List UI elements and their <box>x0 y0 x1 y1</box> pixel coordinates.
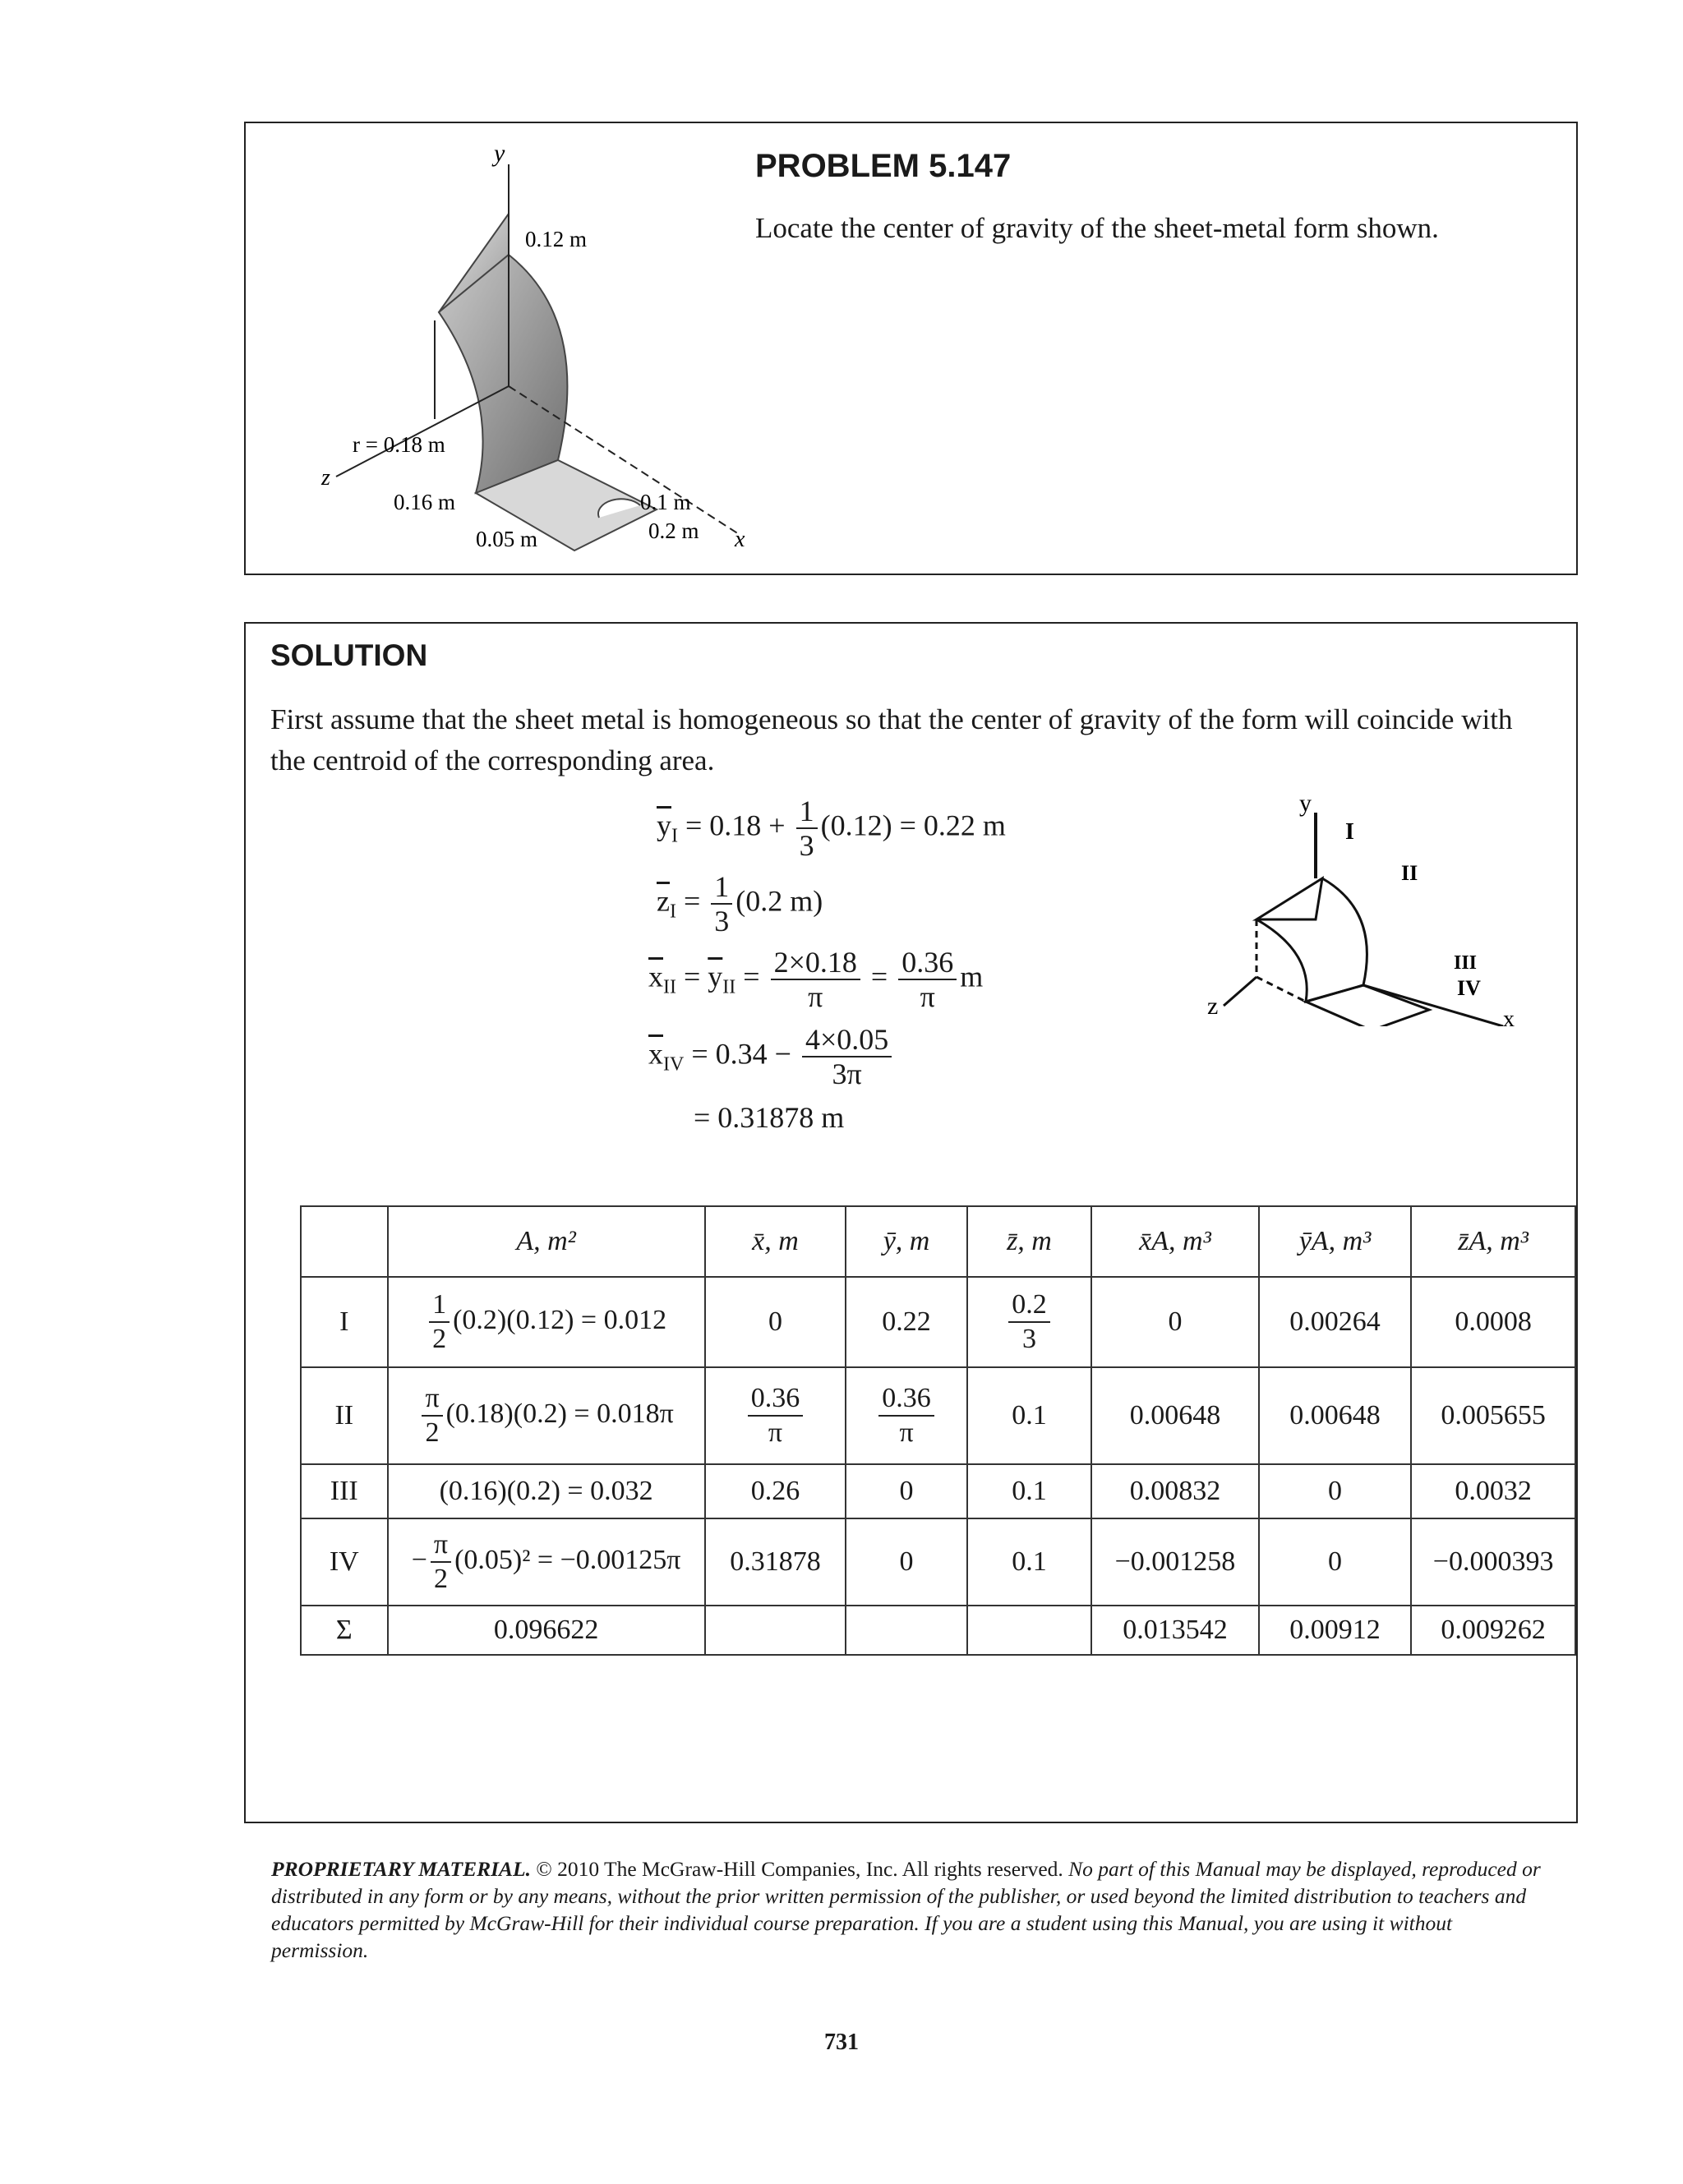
solution-title: SOLUTION <box>270 638 428 672</box>
equation-x4-result: = 0.31878 m <box>694 1101 845 1134</box>
sketch-region-I: I <box>1345 819 1354 845</box>
problem-box <box>244 122 1578 575</box>
z-cell: 0.1 <box>967 1464 1091 1518</box>
table-header: z̄, m <box>967 1206 1091 1277</box>
y-cell <box>846 1606 967 1655</box>
table-header: A, m² <box>388 1206 705 1277</box>
dim-02-label: 0.2 m <box>648 518 699 543</box>
dim-016-label: 0.16 m <box>394 490 456 514</box>
table-header-row <box>301 1206 1575 1277</box>
equation-x4: $\overline{x}_{IV} = 0.34$ − $\frac{4\times 0.05}{3\pi}$ <box>648 1023 895 1090</box>
table-row <box>301 1367 1575 1464</box>
table-header <box>301 1206 388 1277</box>
sketch-region-IV: IV <box>1457 976 1481 1000</box>
row-label: Σ <box>301 1606 388 1655</box>
equation-y1: $\overline{y}_I = 0.18$ + $\frac{1}{3}$ (0.12) = 0.22 m <box>657 795 1006 862</box>
zA-cell: 0.0032 <box>1411 1464 1575 1518</box>
x-cell <box>705 1606 846 1655</box>
sheet-metal-figure <box>279 131 805 567</box>
region-sketch <box>1191 788 1528 1026</box>
xA-cell: 0.00832 <box>1091 1464 1259 1518</box>
xA-cell: 0.00648 <box>1091 1367 1259 1464</box>
yA-cell: 0.00264 <box>1259 1277 1411 1367</box>
sketch-y-label: y <box>1299 790 1312 817</box>
area-cell: 0.096622 <box>388 1606 705 1655</box>
solution-box <box>244 622 1578 1823</box>
copyright-notice <box>271 1855 1553 1964</box>
zA-cell: 0.0008 <box>1411 1277 1575 1367</box>
table-sum-row <box>301 1606 1575 1655</box>
sketch-region-III: III <box>1454 952 1478 974</box>
z-cell: 0.1 <box>967 1367 1091 1464</box>
z-axis-label: z <box>321 465 330 491</box>
row-label: IV <box>301 1518 388 1606</box>
xA-cell: 0 <box>1091 1277 1259 1367</box>
table-header: z̄A, m³ <box>1411 1206 1575 1277</box>
table-row <box>301 1277 1575 1367</box>
x-cell: 0 <box>705 1277 846 1367</box>
proprietary-label: PROPRIETARY MATERIAL. <box>271 1857 531 1881</box>
y-cell: 0 <box>846 1518 967 1606</box>
y-cell: 0 <box>846 1464 967 1518</box>
row-label: I <box>301 1277 388 1367</box>
permission-notice: No part of this Manual may be displayed, reproduced or distributed in any form or by any means, without the prior written permission of the publisher, or used beyond the limited distribution to teachers and educators permitted by McGraw-Hill for their individual course preparation. If you are a student using this Manual, you are using it without permission. <box>271 1857 1541 1962</box>
table-row <box>301 1518 1575 1606</box>
dim-005-label: 0.05 m <box>476 527 538 551</box>
dim-01-label: 0.1 m <box>640 490 691 514</box>
equation-x2-y2: $\overline{x}_{II} = \overline{y}_{II}$ = $\frac{2\times 0.18}{\pi}$ = $\frac{0.36}{\pi}$ m <box>648 946 984 1013</box>
problem-statement: Locate the center of gravity of the sheet-metal form shown. <box>755 212 1439 244</box>
table-header: x̄, m <box>705 1206 846 1277</box>
yA-cell: 0 <box>1259 1464 1411 1518</box>
copyright-text: © 2010 The McGraw-Hill Companies, Inc. All rights reserved. <box>531 1857 1069 1881</box>
area-cell: $\frac{1}{2}$ (0.2)(0.12) = 0.012 <box>388 1277 705 1367</box>
problem-figure <box>279 131 805 571</box>
sketch-z-label: z <box>1207 993 1219 1020</box>
sketch-region-II: II <box>1401 861 1418 885</box>
centroid-table <box>300 1205 1576 1656</box>
problem-title: PROBLEM 5.147 <box>755 148 1012 184</box>
page-number: 731 <box>824 2030 859 2055</box>
x-cell: 0.31878 <box>705 1518 846 1606</box>
xA-cell: −0.001258 <box>1091 1518 1259 1606</box>
z-cell: 0.1 <box>967 1518 1091 1606</box>
y-cell: $\frac{0.36}{\pi}$ <box>846 1367 967 1464</box>
zA-cell: 0.009262 <box>1411 1606 1575 1655</box>
x-cell: $\frac{0.36}{\pi}$ <box>705 1367 846 1464</box>
area-cell: $\frac{\pi}{2}$ (0.18)(0.2) = 0.018π <box>388 1367 705 1464</box>
table-header: ȳ, m <box>846 1206 967 1277</box>
x-axis-label: x <box>735 527 745 552</box>
table-header: x̄A, m³ <box>1091 1206 1259 1277</box>
solution-intro: First assume that the sheet metal is homogeneous so that the center of gravity of the form will coincide with the centroid of the corresponding area. <box>270 703 1513 776</box>
area-cell: (0.16)(0.2) = 0.032 <box>388 1464 705 1518</box>
row-label: II <box>301 1367 388 1464</box>
zA-cell: 0.005655 <box>1411 1367 1575 1464</box>
dim-012-label: 0.12 m <box>525 227 588 251</box>
z-cell <box>967 1606 1091 1655</box>
table-row <box>301 1464 1575 1518</box>
xA-cell: 0.013542 <box>1091 1606 1259 1655</box>
area-cell: − $\frac{\pi}{2}$ (0.05)² = −0.00125π <box>388 1518 705 1606</box>
z-cell: $\frac{0.2}{3}$ <box>967 1277 1091 1367</box>
x-cell: 0.26 <box>705 1464 846 1518</box>
yA-cell: 0.00648 <box>1259 1367 1411 1464</box>
row-label: III <box>301 1464 388 1518</box>
table-header: ȳA, m³ <box>1259 1206 1411 1277</box>
y-axis-label: y <box>494 140 505 167</box>
radius-label: r = 0.18 m <box>353 432 445 457</box>
yA-cell: 0 <box>1259 1518 1411 1606</box>
equation-z1: $\overline{z}_I$ = $\frac{1}{3}$ (0.2 m) <box>657 870 823 938</box>
y-cell: 0.22 <box>846 1277 967 1367</box>
yA-cell: 0.00912 <box>1259 1606 1411 1655</box>
zA-cell: −0.000393 <box>1411 1518 1575 1606</box>
sketch-x-label: x <box>1503 1007 1515 1026</box>
